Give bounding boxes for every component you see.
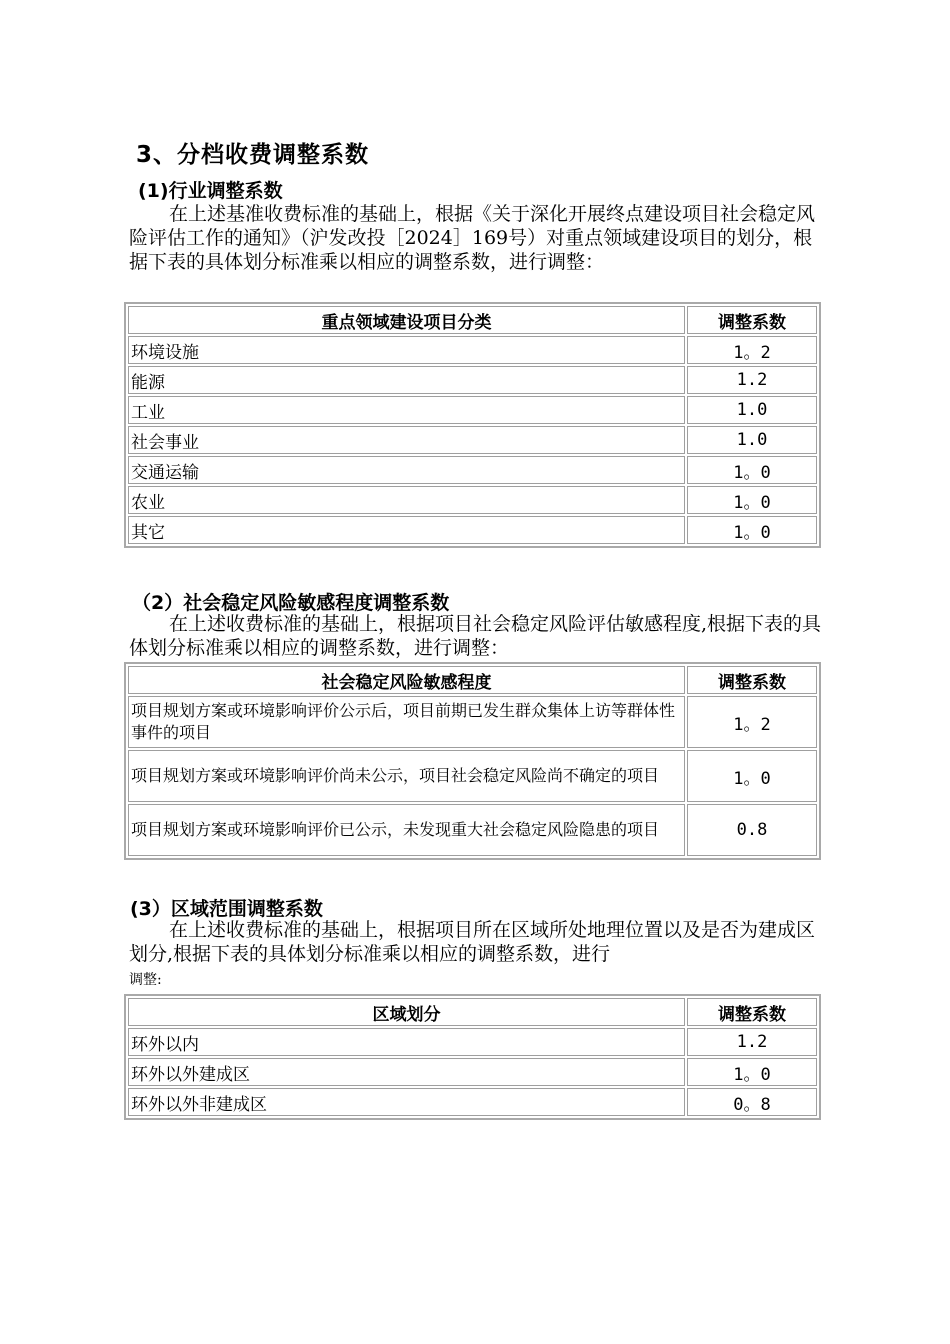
- industry-paragraph-text: 在上述基准收费标准的基础上，根据《关于深化开展终点建设项目社会稳定风险评估工作的通知》（沪发改投［2024］169号）对重点领域建设项目的划分，根据下表的具体划分标准乘以相应的调整系数，进行调整：: [129, 203, 816, 273]
- risk-heading: （2）社会稳定风险敏感程度调整系数: [132, 592, 450, 614]
- table-header-row: [128, 306, 817, 334]
- row-sensitivity: 项目规划方案或环境影响评价已公示，未发现重大社会稳定风险隐患的项目: [128, 804, 685, 856]
- table-row: [128, 396, 817, 424]
- row-category: 社会事业: [128, 426, 685, 454]
- table-row: [128, 804, 817, 856]
- row-region: 环外以外非建成区: [128, 1088, 685, 1116]
- risk-table: [124, 662, 821, 860]
- table-header-coefficient: 调整系数: [687, 306, 817, 334]
- row-coefficient: 1.0: [687, 426, 817, 454]
- row-category: 能源: [128, 366, 685, 394]
- table-row: [128, 1028, 817, 1056]
- risk-paragraph-text: 在上述收费标准的基础上，根据项目社会稳定风险评估敏感程度,根据下表的具体划分标准乘以相应的调整系数，进行调整：: [129, 613, 822, 659]
- row-coefficient: 1。0: [687, 456, 817, 484]
- row-coefficient: 1。2: [687, 696, 817, 748]
- table-row: [128, 456, 817, 484]
- industry-table: [124, 302, 821, 548]
- table-header-region: 区域划分: [128, 998, 685, 1026]
- section-title: 3、分档收费调整系数: [136, 142, 370, 168]
- row-coefficient: 1。0: [687, 1058, 817, 1086]
- table-row: [128, 1058, 817, 1086]
- risk-paragraph: [129, 612, 825, 660]
- row-region: 环外以外建成区: [128, 1058, 685, 1086]
- table-header-sensitivity: 社会稳定风险敏感程度: [128, 666, 685, 694]
- row-coefficient: 1.2: [687, 366, 817, 394]
- row-category: 交通运输: [128, 456, 685, 484]
- row-sensitivity: 项目规划方案或环境影响评价尚未公示，项目社会稳定风险尚不确定的项目: [128, 750, 685, 802]
- row-category: 农业: [128, 486, 685, 514]
- row-coefficient: 1.0: [687, 396, 817, 424]
- region-paragraph-text: 在上述收费标准的基础上，根据项目所在区域所处地理位置以及是否为建成区划分,根据下表的具体划分标准乘以相应的调整系数，进行: [129, 919, 816, 965]
- row-sensitivity: 项目规划方案或环境影响评价公示后，项目前期已发生群众集体上访等群体性事件的项目: [128, 696, 685, 748]
- region-paragraph: [129, 918, 825, 966]
- table-row: [128, 696, 817, 748]
- table-header-coefficient: 调整系数: [687, 998, 817, 1026]
- table-row: [128, 366, 817, 394]
- row-coefficient: 0.8: [687, 804, 817, 856]
- row-category: 工业: [128, 396, 685, 424]
- row-coefficient: 1.2: [687, 1028, 817, 1056]
- table-row: [128, 1088, 817, 1116]
- row-coefficient: 0。8: [687, 1088, 817, 1116]
- table-row: [128, 426, 817, 454]
- industry-paragraph: [129, 202, 825, 274]
- table-row: [128, 486, 817, 514]
- row-category: 其它: [128, 516, 685, 544]
- table-header-category: 重点领域建设项目分类: [128, 306, 685, 334]
- table-row: [128, 750, 817, 802]
- row-coefficient: 1。0: [687, 516, 817, 544]
- table-header-coefficient: 调整系数: [687, 666, 817, 694]
- row-category: 环境设施: [128, 336, 685, 364]
- table-header-row: [128, 998, 817, 1026]
- region-heading: (3）区域范围调整系数: [130, 898, 323, 920]
- row-region: 环外以内: [128, 1028, 685, 1056]
- region-paragraph-tail: 调整:: [129, 972, 162, 988]
- table-header-row: [128, 666, 817, 694]
- row-coefficient: 1。2: [687, 336, 817, 364]
- table-row: [128, 516, 817, 544]
- row-coefficient: 1。0: [687, 486, 817, 514]
- region-table: [124, 994, 821, 1120]
- table-row: [128, 336, 817, 364]
- row-coefficient: 1。0: [687, 750, 817, 802]
- industry-heading: (1)行业调整系数: [138, 180, 283, 202]
